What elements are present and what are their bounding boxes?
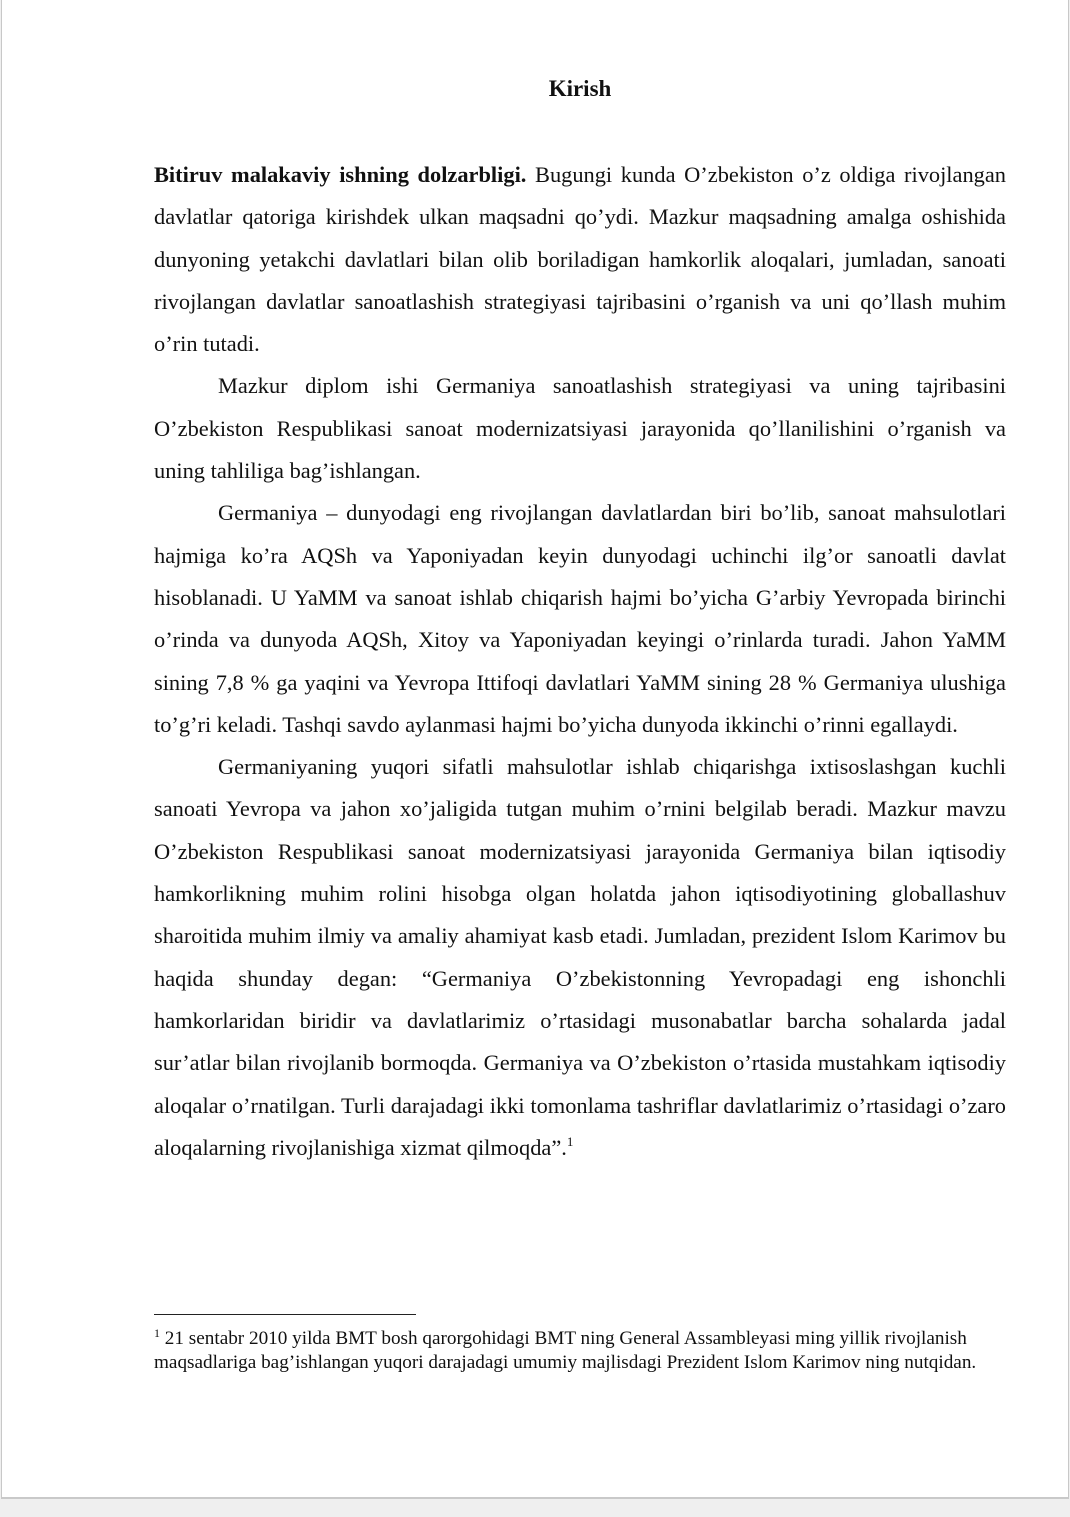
paragraph-germany-overview: Germaniya – dunyodagi eng rivojlangan davlatlardan biri bo’lib, sanoat mahsulotlari hajmiga ko’ra AQSh va Yaponiyadan keyin dunyodagi uchinchi ilg’or sanoatli davlat hisoblanadi. U YaMM va sanoat ishlab chiqarish hajmi bo’yicha G’arbiy Yevropada birinchi o’rinda va dunyoda AQSh, Xitoy va Yaponiyadan keyingi o’rinlarda turadi. Jahon YaMM sining 7,8 % ga yaqini va Yevropa Ittifoqi davlatlari YaMM sining 28 % Germaniya ulushiga to’g’ri keladi. Tashqi savdo aylanmasi hajmi bo’yicha dunyoda ikkinchi o’rinni egallaydi. (154, 500, 1006, 737)
footnote-marker: 1 (154, 1326, 160, 1340)
page-content (154, 72, 1006, 1169)
footnote-text: 21 sentabr 2010 yilda BMT bosh qarorgohidagi BMT ning General Assambleyasi ming yillik rivojlanish maqsadlariga bag’ishlangan yuqori darajadagi umumiy majlisdagi Prezident Islom Karimov ning nutqidan. (154, 1328, 977, 1373)
page-title: Kirish (548, 76, 612, 101)
paragraph-relevance (154, 154, 1006, 365)
footnote-separator (154, 1314, 416, 1315)
paragraph-germany-industry (154, 746, 1006, 1169)
footnote-section (154, 1314, 1006, 1375)
footnote (154, 1327, 1006, 1375)
paragraph-text: Germaniyaning yuqori sifatli mahsulotlar ishlab chiqarishga ixtisoslashgan kuchli sanoati Yevropa va jahon xo’jaligida tutgan muhim o’rnini belgilab beradi. Mazkur mavzu O’zbekiston Respublikasi sanoat modernizatsiyasi jarayonida Germaniya bilan iqtisodiy hamkorlikning muhim rolini hisobga olgan holatda jahon iqtisodiyotining globallashuv sharoitida muhim ilmiy va amaliy ahamiyat kasb etadi. Jumladan, prezident Islom Karimov bu haqida shunday degan: “Germaniya O’zbekistonning Yevropadagi eng ishonchli hamkorlaridan biridir va davlatlarimiz o’rtasidagi musonabatlar barcha sohalarda jadal sur’atlar bilan rivojlanib bormoqda. Germaniya va O’zbekiston o’rtasida mustahkam iqtisodiy aloqalar o’rnatilgan. Turli darajadagi ikki tomonlama tashriflar davlatlarimiz o’rtasidagi o’zaro aloqalarning rivojlanishiga xizmat qilmoqda”. (154, 754, 1006, 1160)
footnote-reference[interactable]: 1 (566, 1133, 574, 1149)
paragraph-diploma-topic: Mazkur diplom ishi Germaniya sanoatlashish strategiyasi va uning tajribasini O’zbekiston Respublikasi sanoat modernizatsiyasi jarayonida qo’llanilishini o’rganish va uning tahliliga bag’ishlangan. (154, 373, 1006, 484)
document-page (1, 0, 1069, 1499)
paragraph-text: Bugungi kunda O’zbekiston o’z oldiga rivojlangan davlatlar qatoriga kirishdek ulkan maqsadni qo’ydi. Mazkur maqsadning amalga oshishida dunyoning yetakchi davlatlari bilan olib boriladigan hamkorlik aloqalari, jumladan, sanoati rivojlangan davlatlar sanoatlashish strategiyasi tajribasini o’rganish va uni qo’llash muhim o’rin tutadi. (154, 162, 1006, 357)
paragraph-lead: Bitiruv malakaviy ishning dolzarbligi. (154, 162, 527, 187)
